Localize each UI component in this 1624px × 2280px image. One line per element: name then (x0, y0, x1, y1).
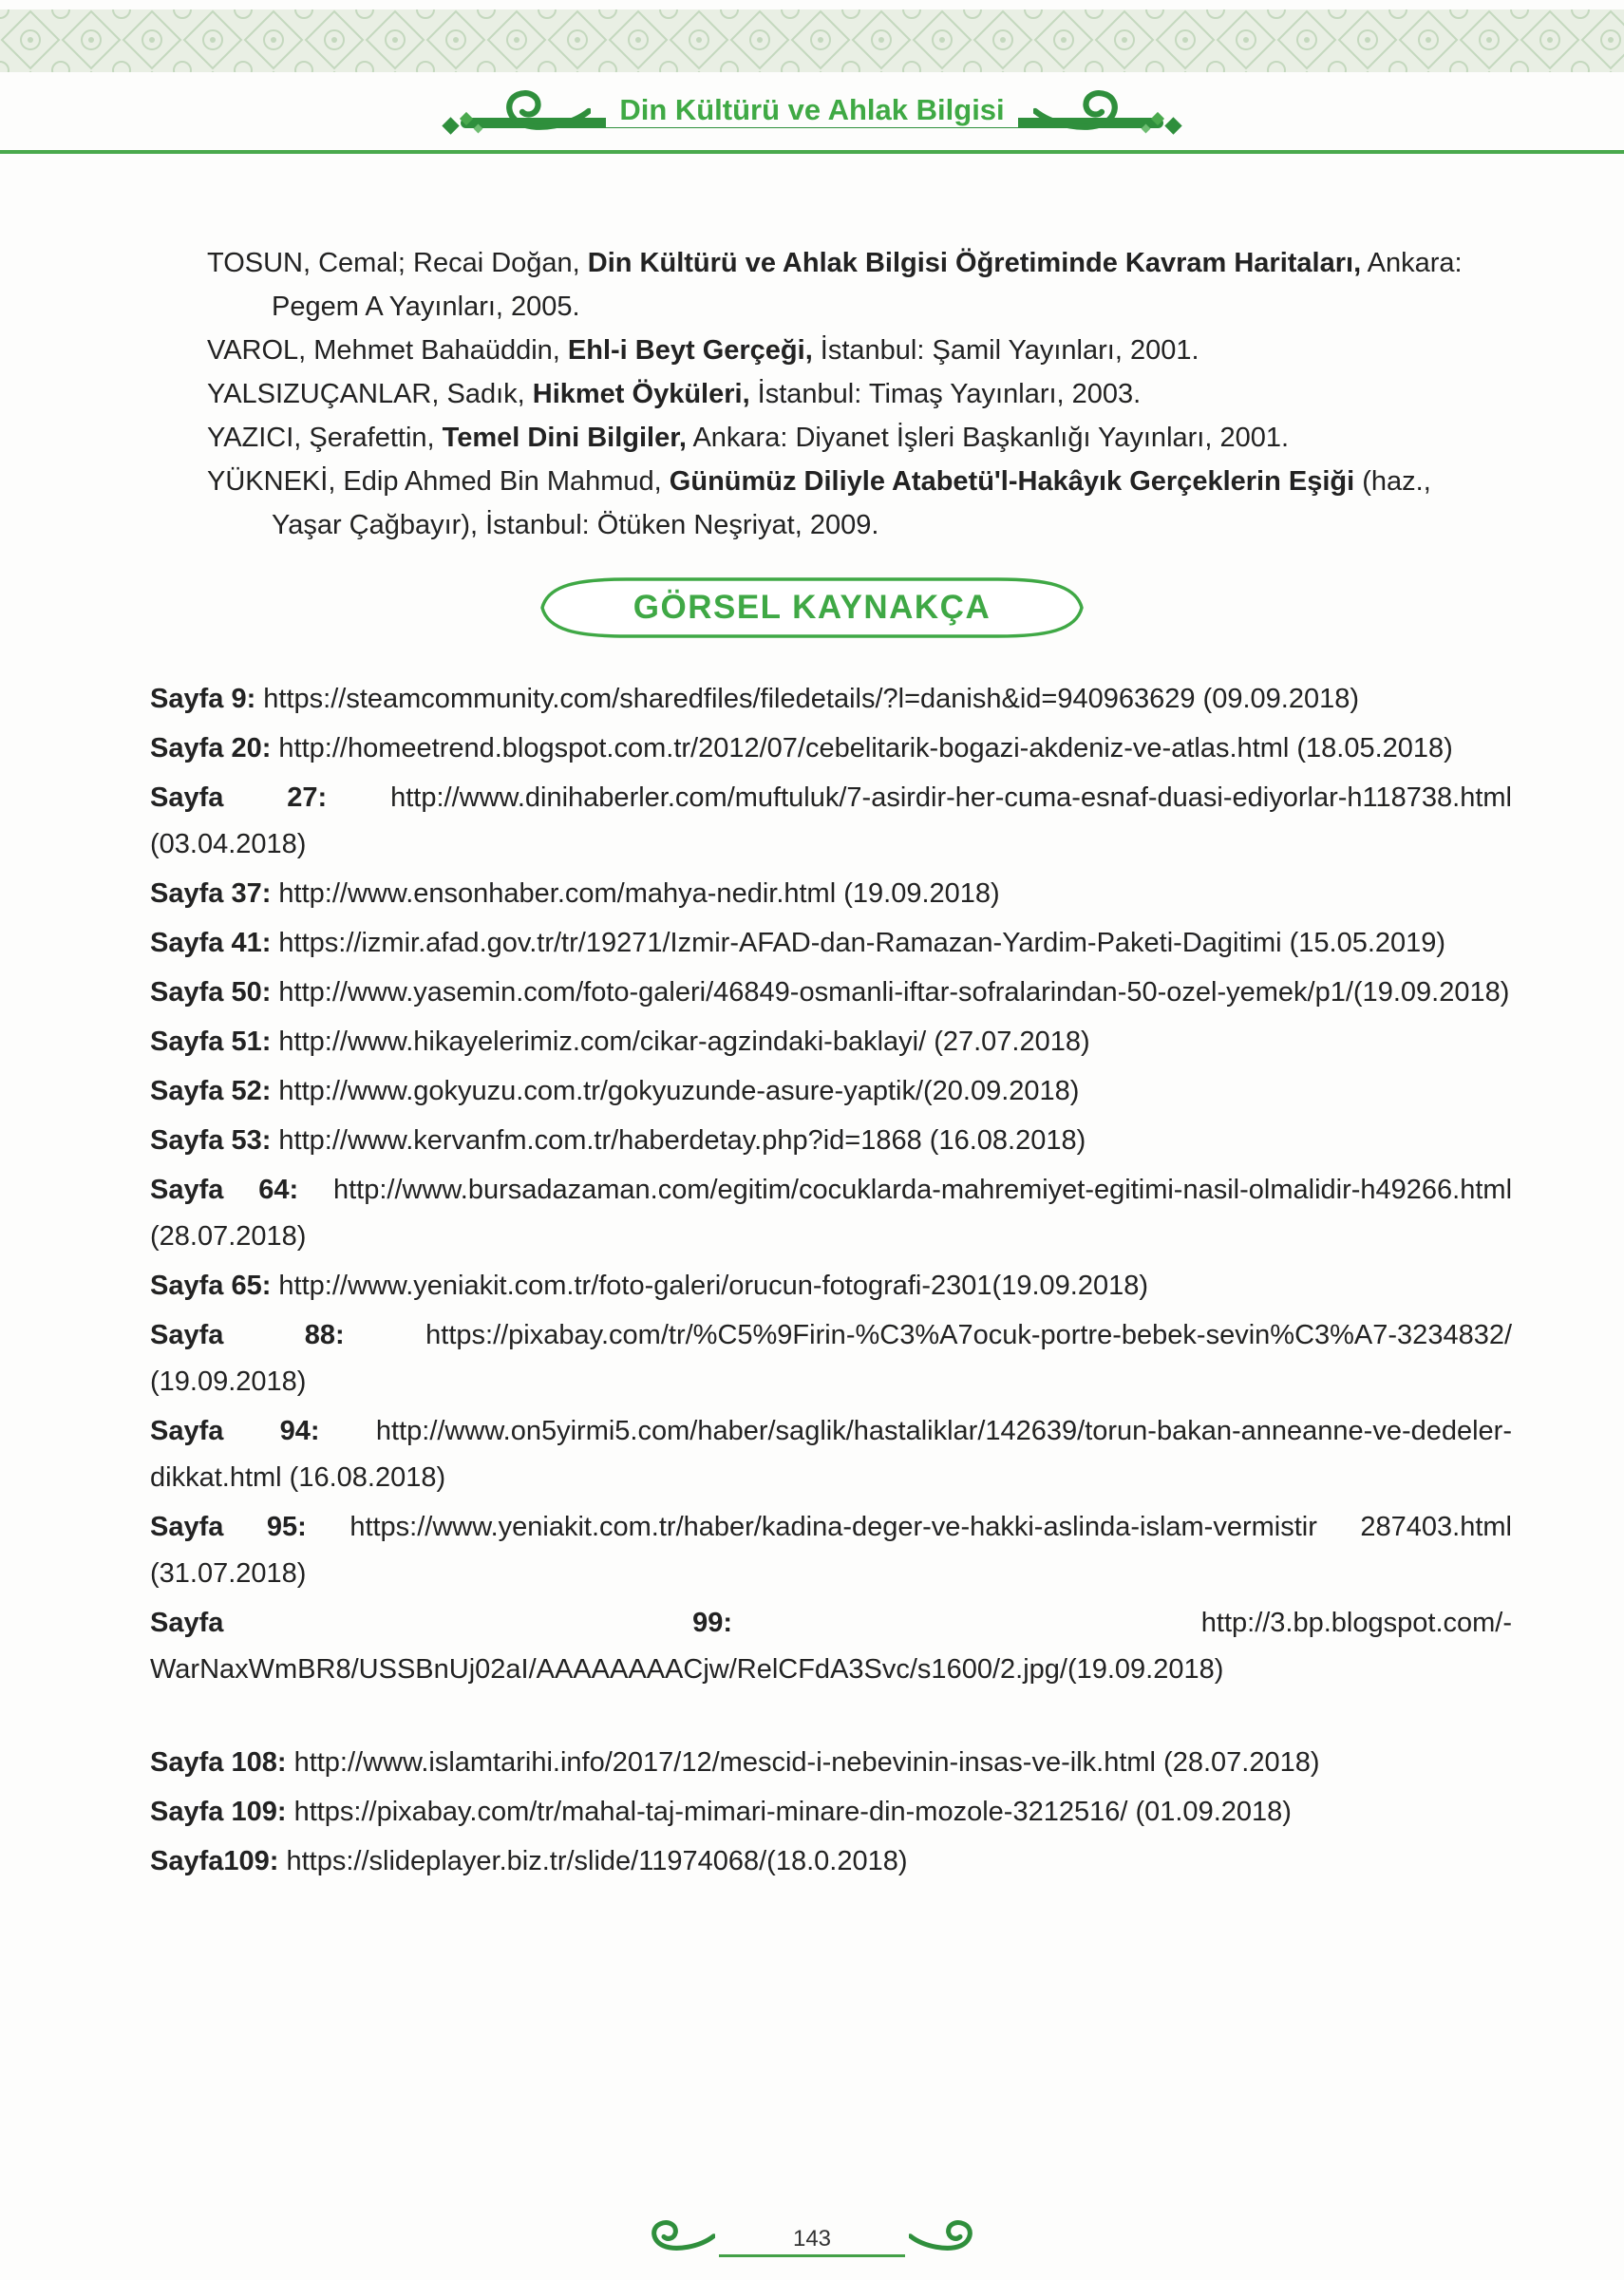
source-entry (150, 1740, 1512, 1786)
book-title: Din Kültürü ve Ahlak Bilgisi (606, 93, 1017, 127)
source-entry (150, 1600, 1512, 1693)
bibliography-entry (207, 460, 1480, 547)
source-entry (150, 1118, 1512, 1164)
source-page-label: Sayfa 51: (150, 1027, 272, 1057)
chapter-header-ribbon (266, 80, 1358, 141)
source-page-label: Sayfa 108: (150, 1747, 287, 1778)
bib-title: Günümüz Diliyle Atabetü'l-Hakâyık Gerçeklerin Eşiği (669, 466, 1355, 497)
source-entry (150, 1263, 1512, 1310)
source-page-label: Sayfa 20: (150, 733, 272, 763)
left-swirl-ornament-icon (500, 84, 591, 137)
bib-publication: Ankara: Diyanet İşleri Başkanlığı Yayınları, 2001. (686, 423, 1290, 453)
source-page-label: Sayfa 9: (150, 684, 256, 714)
source-page-label: Sayfa 50: (150, 977, 272, 1008)
page-number-underline (719, 2254, 905, 2257)
source-entry (150, 1504, 1512, 1597)
source-page-label: Sayfa 88: (150, 1320, 345, 1350)
source-url: http://homeetrend.blogspot.com.tr/2012/07/cebelitarik-bogazi-akdeniz-ve-atlas.html (18.05.2018) (278, 733, 1453, 763)
source-page-label: Sayfa 94: (150, 1416, 320, 1446)
section-heading-box (535, 572, 1089, 644)
source-entry (150, 970, 1512, 1016)
source-page-label: Sayfa 95: (150, 1512, 307, 1542)
source-entry (150, 1068, 1512, 1115)
source-url: http://www.dinihaberler.com/muftuluk/7-asirdir-her-cuma-esnaf-duasi-ediyorlar-h118738.html (03.04.2018) (150, 782, 1512, 859)
source-page-label: Sayfa 65: (150, 1271, 272, 1301)
bibliography-entry (207, 372, 1480, 416)
bib-title: Temel Dini Bilgiler, (442, 423, 687, 453)
page-footer (0, 2215, 1624, 2257)
bib-title: Hikmet Öyküleri, (532, 379, 750, 409)
bib-publication: İstanbul: Timaş Yayınları, 2003. (749, 379, 1142, 409)
decorative-pattern-band (0, 9, 1624, 72)
bib-authors: YAZICI, Şerafettin, (207, 423, 443, 453)
section-title: GÖRSEL KAYNAKÇA (633, 589, 991, 626)
source-url: http://www.on5yirmi5.com/haber/saglik/hastaliklar/142639/torun-bakan-anneanne-ve-dedeler-dikkat.html (16.08.2018) (150, 1416, 1512, 1493)
source-url: http://www.bursadazaman.com/egitim/cocuklarda-mahremiyet-egitimi-nasil-olmalidir-h49266.html (28.07.2018) (150, 1175, 1513, 1252)
source-page-label: Sayfa 53: (150, 1125, 272, 1156)
left-diamond-cluster-icon (439, 108, 488, 141)
source-url: http://3.bp.blogspot.com/-WarNaxWmBR8/USSBnUj02aI/AAAAAAAACjw/RelCFdA3Svc/s1600/2.jpg/(19.09.2018) (150, 1608, 1513, 1685)
source-entry (150, 920, 1512, 967)
sources-block-2 (150, 1740, 1512, 1885)
page-number-block (719, 2227, 905, 2257)
source-page-label: Sayfa 64: (150, 1175, 299, 1205)
source-entry (150, 1019, 1512, 1065)
sources-block-1 (150, 676, 1512, 1693)
source-page-label: Sayfa109: (150, 1846, 279, 1876)
source-url: http://www.hikayelerimiz.com/cikar-agzindaki-baklayi/ (27.07.2018) (278, 1027, 1090, 1057)
source-page-label: Sayfa 41: (150, 928, 272, 958)
source-entry (150, 1838, 1512, 1885)
footer-left-swirl-icon (647, 2215, 715, 2255)
sources-block-gap (150, 1696, 1512, 1740)
source-url: https://izmir.afad.gov.tr/tr/19271/Izmir-AFAD-dan-Ramazan-Yardim-Paketi-Dagitimi (15.05.2019) (278, 928, 1446, 958)
bibliography-entry (207, 241, 1480, 329)
header-divider-rule (0, 150, 1624, 154)
source-entry (150, 775, 1512, 868)
bib-title: Ehl-i Beyt Gerçeği, (567, 335, 813, 366)
footer-right-swirl-icon (909, 2215, 977, 2255)
source-url: http://www.ensonhaber.com/mahya-nedir.html (19.09.2018) (278, 878, 1000, 909)
source-url: https://www.yeniakit.com.tr/haber/kadina-deger-ve-hakki-aslinda-islam-vermistir 287403.html (31.07.2018) (150, 1512, 1512, 1589)
right-diamond-cluster-icon (1136, 108, 1185, 141)
bibliography-entry (207, 329, 1480, 372)
source-url: https://pixabay.com/tr/%C5%9Firin-%C3%A7ocuk-portre-bebek-sevin%C3%A7-3234832/ (19.09.2018) (150, 1320, 1513, 1397)
source-page-label: Sayfa 109: (150, 1797, 287, 1827)
source-url: https://pixabay.com/tr/mahal-taj-mimari-minare-din-mozole-3212516/ (01.09.2018) (293, 1797, 1292, 1827)
bib-authors: YÜKNEKİ, Edip Ahmed Bin Mahmud, (207, 466, 670, 497)
source-page-label: Sayfa 52: (150, 1076, 272, 1106)
bib-publication: İstanbul: Şamil Yayınları, 2001. (812, 335, 1199, 366)
bib-title: Din Kültürü ve Ahlak Bilgisi Öğretiminde Kavram Haritaları, (587, 248, 1362, 278)
source-entry (150, 1312, 1512, 1405)
source-entry (150, 1789, 1512, 1836)
source-entry (150, 676, 1512, 723)
source-url: http://www.yasemin.com/foto-galeri/46849-osmanli-iftar-sofralarindan-50-ozel-yemek/p1/(19.09.2018) (278, 977, 1510, 1008)
source-page-label: Sayfa 37: (150, 878, 272, 909)
source-page-label: Sayfa 27: (150, 782, 328, 813)
bib-authors: TOSUN, Cemal; Recai Doğan, (207, 248, 588, 278)
bib-publication: (haz., Yaşar Çağbayır), İstanbul: Ötüken Neşriyat, 2009. (272, 466, 1431, 540)
source-entry (150, 1408, 1512, 1501)
page-number: 143 (792, 2226, 832, 2252)
source-url: http://www.yeniakit.com.tr/foto-galeri/orucun-fotografi-2301(19.09.2018) (278, 1271, 1149, 1301)
bibliography-entry (207, 416, 1480, 460)
source-page-label: Sayfa 99: (150, 1608, 733, 1638)
bib-authors: YALSIZUÇANLAR, Sadık, (207, 379, 533, 409)
bib-publication: Ankara: Pegem A Yayınları, 2005. (272, 248, 1463, 322)
bibliography-list (207, 241, 1480, 547)
source-url: http://www.gokyuzu.com.tr/gokyuzunde-asure-yaptik/(20.09.2018) (278, 1076, 1080, 1106)
source-url: https://steamcommunity.com/sharedfiles/filedetails/?l=danish&id=940963629 (09.09.2018) (263, 684, 1359, 714)
source-entry (150, 871, 1512, 917)
right-swirl-ornament-icon (1033, 84, 1124, 137)
source-entry (150, 725, 1512, 772)
visual-sources-list (150, 676, 1512, 1885)
source-url: https://slideplayer.biz.tr/slide/11974068/(18.0.2018) (286, 1846, 908, 1876)
source-url: http://www.islamtarihi.info/2017/12/mescid-i-nebevinin-insas-ve-ilk.html (28.07.2018) (293, 1747, 1320, 1778)
source-entry (150, 1167, 1512, 1260)
source-url: http://www.kervanfm.com.tr/haberdetay.php?id=1868 (16.08.2018) (278, 1125, 1086, 1156)
bib-authors: VAROL, Mehmet Bahaüddin, (207, 335, 568, 366)
